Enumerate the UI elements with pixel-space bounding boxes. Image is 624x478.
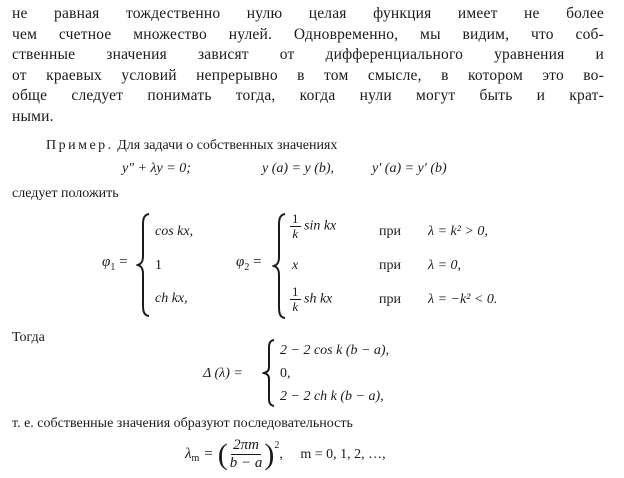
phi1-case-1: cos kx,	[155, 224, 194, 239]
phi2-row-3: $\frac{1}{k}$ sh kx	[292, 284, 333, 314]
boundary-condition-1: y (a) = y (b),	[262, 161, 335, 176]
phi2-cond-1: λ = k² > 0,	[428, 224, 488, 239]
delta-case-1: 2 − 2 cos k (b − a),	[280, 343, 390, 358]
left-brace-icon	[262, 338, 276, 408]
phi2-lhs: $\varphi_2$ =	[236, 254, 262, 273]
phi2-when-3: при	[379, 292, 401, 307]
boundary-condition-2: y′ (a) = y′ (b)	[372, 161, 447, 176]
then-label: Тогда	[12, 330, 45, 345]
paragraph-line: ственные значения зависят от дифференциального уравнения и	[12, 46, 604, 63]
left-brace-icon	[136, 212, 152, 318]
phi1-lhs: $\varphi_1$ =	[102, 254, 128, 273]
left-brace-icon	[272, 212, 288, 320]
paragraph-line: чем счетное множество нулей. Одновременно, мы видим, что соб-	[12, 25, 604, 43]
example-text: Для задачи о собственных значениях	[117, 138, 338, 153]
delta-case-3: 2 − 2 ch k (b − a),	[280, 389, 384, 404]
phi2-row-1: $\frac{1}{k}$ sin kx	[292, 211, 337, 241]
paragraph-line: не равная тождественно нулю целая функция имеет не более	[12, 5, 604, 22]
phi2-when-2: при	[379, 258, 401, 273]
follows-label: следует положить	[12, 186, 119, 201]
body-paragraph	[12, 4, 604, 127]
delta-lhs: Δ (λ) =	[203, 366, 243, 381]
phi2-cond-3: λ = −k² < 0.	[428, 292, 498, 307]
paragraph-line: ными.	[12, 107, 54, 125]
phi2-when-1: при	[379, 224, 401, 239]
example-label: Пример.	[46, 138, 114, 153]
example-line	[46, 138, 337, 154]
delta-case-2: 0,	[280, 366, 291, 381]
paragraph-line: обще следует понимать тогда, когда нули могут быть и крат-	[12, 87, 604, 104]
phi2-row-2: x	[292, 258, 299, 273]
lambda-m-formula: λ $_m$ = ( $\frac{2\pi m}{b - a}$ ) $^2$ , m = 0, 1, 2, …,	[185, 437, 386, 471]
phi1-case-2: 1	[155, 258, 162, 273]
conclusion-line: т. е. собственные значения образуют последовательность	[12, 416, 353, 431]
phi1-case-3: ch kx,	[155, 291, 188, 306]
paragraph-line: от краевых условий непрерывно в том смысле, в котором это во-	[12, 66, 604, 84]
ode-equation: y″ + λy = 0;	[122, 161, 191, 176]
phi2-cond-2: λ = 0,	[428, 258, 462, 273]
